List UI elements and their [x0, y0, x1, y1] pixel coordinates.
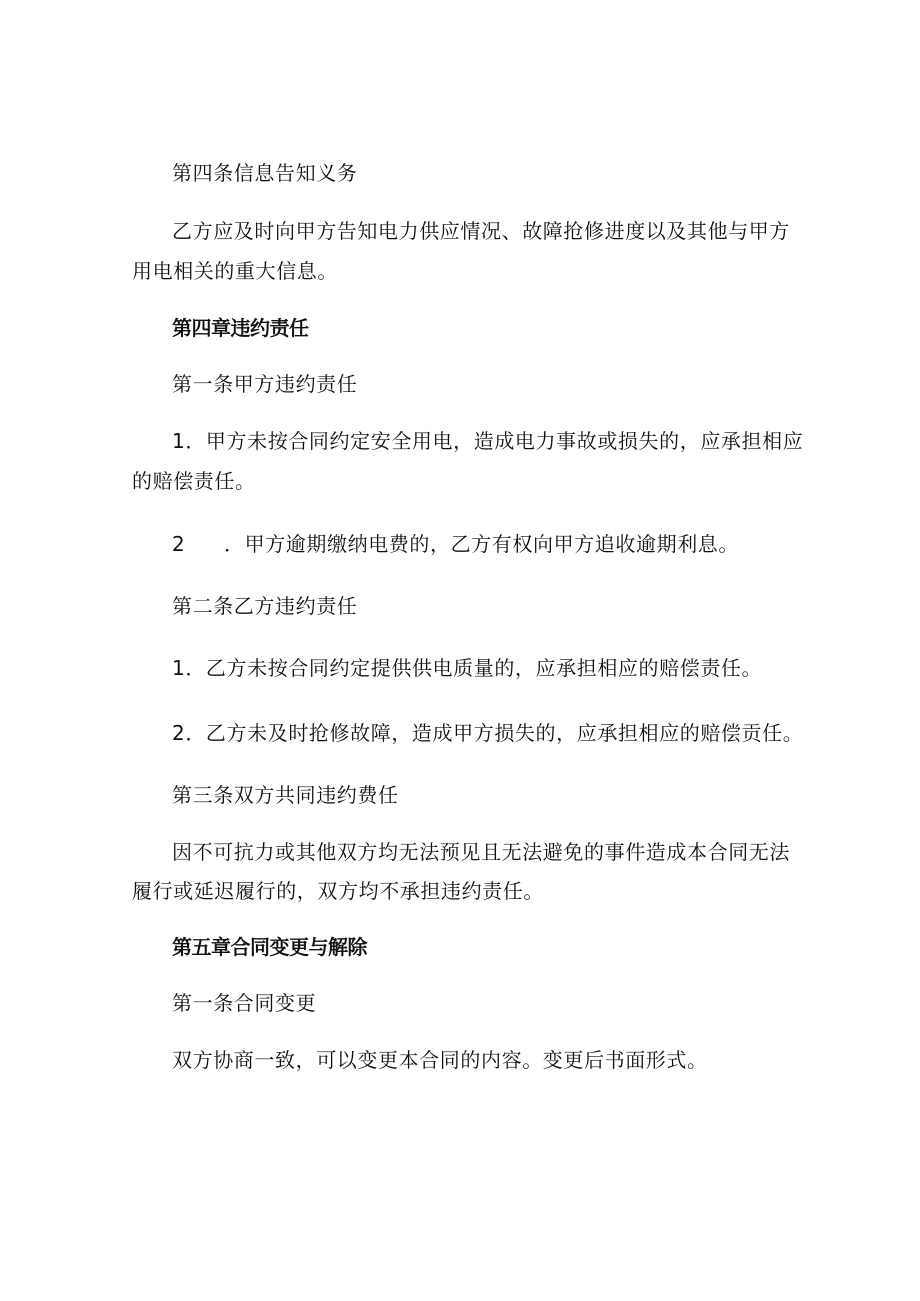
article-title: 第一条甲方违约责任: [172, 372, 358, 396]
paragraph-line: 用电相关的重大信息。: [132, 259, 338, 283]
list-item-text: ．甲方逾期缴纳电费的，乙方有权向甲方追收逾期利息。: [224, 532, 739, 556]
paragraph-line: 履行或延迟履行的，双方均不承担违约责任。: [132, 879, 544, 903]
list-item-line: 1．甲方未按合同约定安全用电，造成电力事故或损失的，应承担相应: [172, 429, 804, 453]
paragraph-line: 因不可抗力或其他双方均无法预见且无法避免的事件造成本合同无法: [172, 840, 790, 864]
article-title: 第四条信息告知义务: [172, 161, 358, 185]
chapter-title: 第五章合同变更与解除: [172, 935, 367, 959]
list-item: 1．乙方未按合同约定提供供电质量的，应承担相应的赔偿责任。: [172, 656, 763, 680]
chapter-title: 第四章违约责任: [172, 316, 309, 340]
article-title: 第三条双方共同违约费任: [172, 783, 399, 807]
article-title: 第一条合同变更: [172, 991, 317, 1015]
list-item: [172, 527, 739, 561]
list-item-number: 2: [172, 532, 186, 556]
paragraph-line: 双方协商一致，可以变更本合同的内容。变更后书面形式。: [172, 1048, 708, 1072]
paragraph-line: 乙方应及时向甲方告知电力供应情况、故障抢修进度以及其他与甲方: [172, 219, 790, 243]
list-item: 2．乙方未及时抢修故障，造成甲方损失的，应承担相应的赔偿贡任。: [172, 721, 804, 745]
list-item-line: 的赔偿责任。: [132, 469, 256, 493]
article-title: 第二条乙方违约责任: [172, 594, 358, 618]
